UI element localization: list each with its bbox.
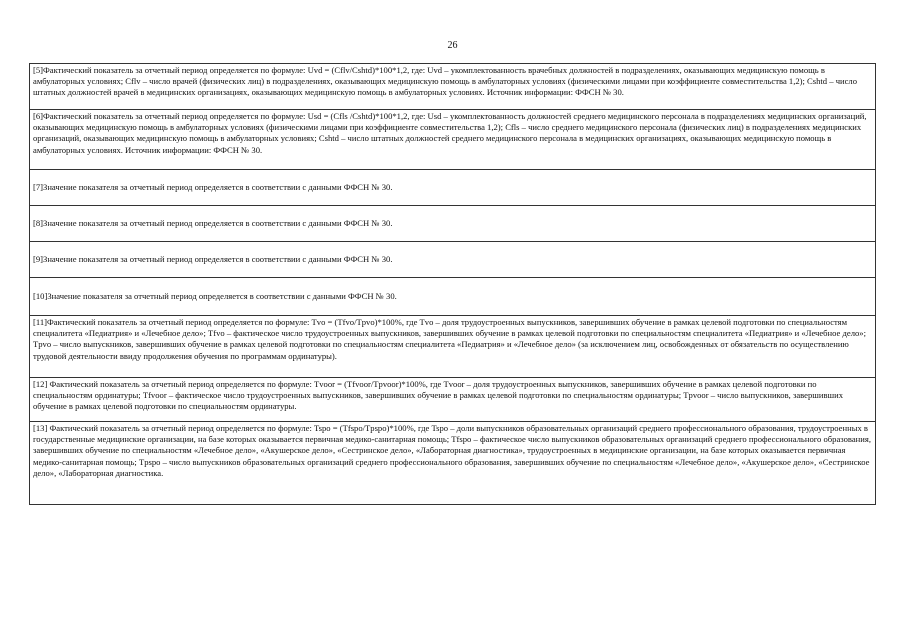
footnote-5-text: [5]Фактический показатель за отчетный период определяется по формуле: Uvd = (Cflv/Cshtd)*100*1,2, где: Uvd – укомплектованность врачебных должностей в подразделениях, оказывающих медицинскую помощь в амбулаторных условиях; Cflv – число врачей (физических лиц) в подразделениях, оказывающих медицинскую помощь в амбулаторных условиях (физическими лицами при коэффициенте совместительства 1,2); Cshtd – число штатных должностей врачей в медицинских организациях, оказывающих медицинскую помощь в амбулаторных условиях. Источник информации: ФФСН № 30. [30,64,876,110]
footnote-row-10 [30,278,876,316]
footnote-11-text: [11]Фактический показатель за отчетный период определяется по формуле: Tvo = (Tfvo/Tpvo)*100%, где Tvo – доля трудоустроенных выпускников, завершивших обучение в рамках целевой подготовки по специальностям специалитета «Педиатрия» и «Лечебное дело»; Tfvo – фактическое число трудоустроенных выпускников, завершивших обучение в рамках целевой подготовки по специальностям специалитета «Педиатрия» и «Лечебное дело»; Tpvo – число выпускников, завершивших обучение в рамках целевой подготовки по специальностям специалитета «Педиатрия» и «Лечебное дело» (за исключением лиц, освобожденных от обязательств по осуществлению трудовой деятельности ввиду продолжения обучения по программам ординатуры). [30,316,876,378]
footnote-row-5 [30,64,876,110]
footnote-row-7 [30,170,876,206]
footnotes-table [29,63,876,505]
footnote-row-11 [30,316,876,378]
footnote-6-text: [6]Фактический показатель за отчетный период определяется по формуле: Usd = (Cfls /Cshtd)*100*1,2, где: Usd – укомплектованность должностей среднего медицинского персонала в подразделениях медицинских организаций, оказывающих медицинскую помощь в амбулаторных условиях (физическими лицами при коэффициенте совместительства 1,2); Cfls – число среднего медицинского персонала (физических лиц) в подразделениях медицинских организаций, оказывающих медицинскую помощь в амбулаторных условиях; Cshtd – число штатных должностей среднего медицинского персонала в медицинских организациях, оказывающих медицинскую помощь в амбулаторных условиях. Источник информации: ФФСН № 30. [30,110,876,170]
page-number: 26 [447,40,458,51]
footnote-row-6 [30,110,876,170]
footnote-row-8 [30,206,876,242]
footnote-8-text: [8]Значение показателя за отчетный период определяется в соответствии с данными ФФСН № 30. [30,206,876,242]
footnote-row-12 [30,378,876,422]
footnote-13-text: [13] Фактический показатель за отчетный период определяется по формуле: Tspo = (Tfspo/Tpspo)*100%, где Tspo – доли выпускников образовательных организаций среднего профессионального образования, трудоустроенных в государственные медицинские организации, на базе которых оказывается первичная медико-санитарная помощь; Tfspo – фактическое число выпускников образовательных организаций среднего профессионального образования, завершивших обучение по специальностям «Лечебное дело», «Акушерское дело», «Сестринское дело», «Лабораторная диагностика», трудоустроенных в медицинские организации, на базе которых оказывается первичная медико-санитарная помощь; Tpspo – число выпускников образовательных организаций среднего профессионального образования, завершивших обучение по специальностям «Лечебное дело», «Акушерское дело», «Сестринское дело», «Лабораторная диагностика. [30,422,876,505]
footnote-row-9 [30,242,876,278]
footnote-7-text: [7]Значение показателя за отчетный период определяется в соответствии с данными ФФСН № 30. [30,170,876,206]
footnote-row-13 [30,422,876,505]
footnote-12-text: [12] Фактический показатель за отчетный период определяется по формуле: Tvoor = (Tfvoor/Tpvoor)*100%, где Tvoor – доля трудоустроенных выпускников, завершивших обучение в рамках целевой подготовки по специальностям ординатуры; Tfvoor – фактическое число трудоустроенных выпускников, завершивших обучение в рамках целевой подготовки по специальностям ординатуры; Tpvoor – число выпускников, завершивших обучение в рамках целевой подготовки по специальностям ординатуры. [30,378,876,422]
footnote-10-text: [10]Значение показателя за отчетный период определяется в соответствии с данными ФФСН № 30. [30,278,876,316]
footnote-9-text: [9]Значение показателя за отчетный период определяется в соответствии с данными ФФСН № 30. [30,242,876,278]
